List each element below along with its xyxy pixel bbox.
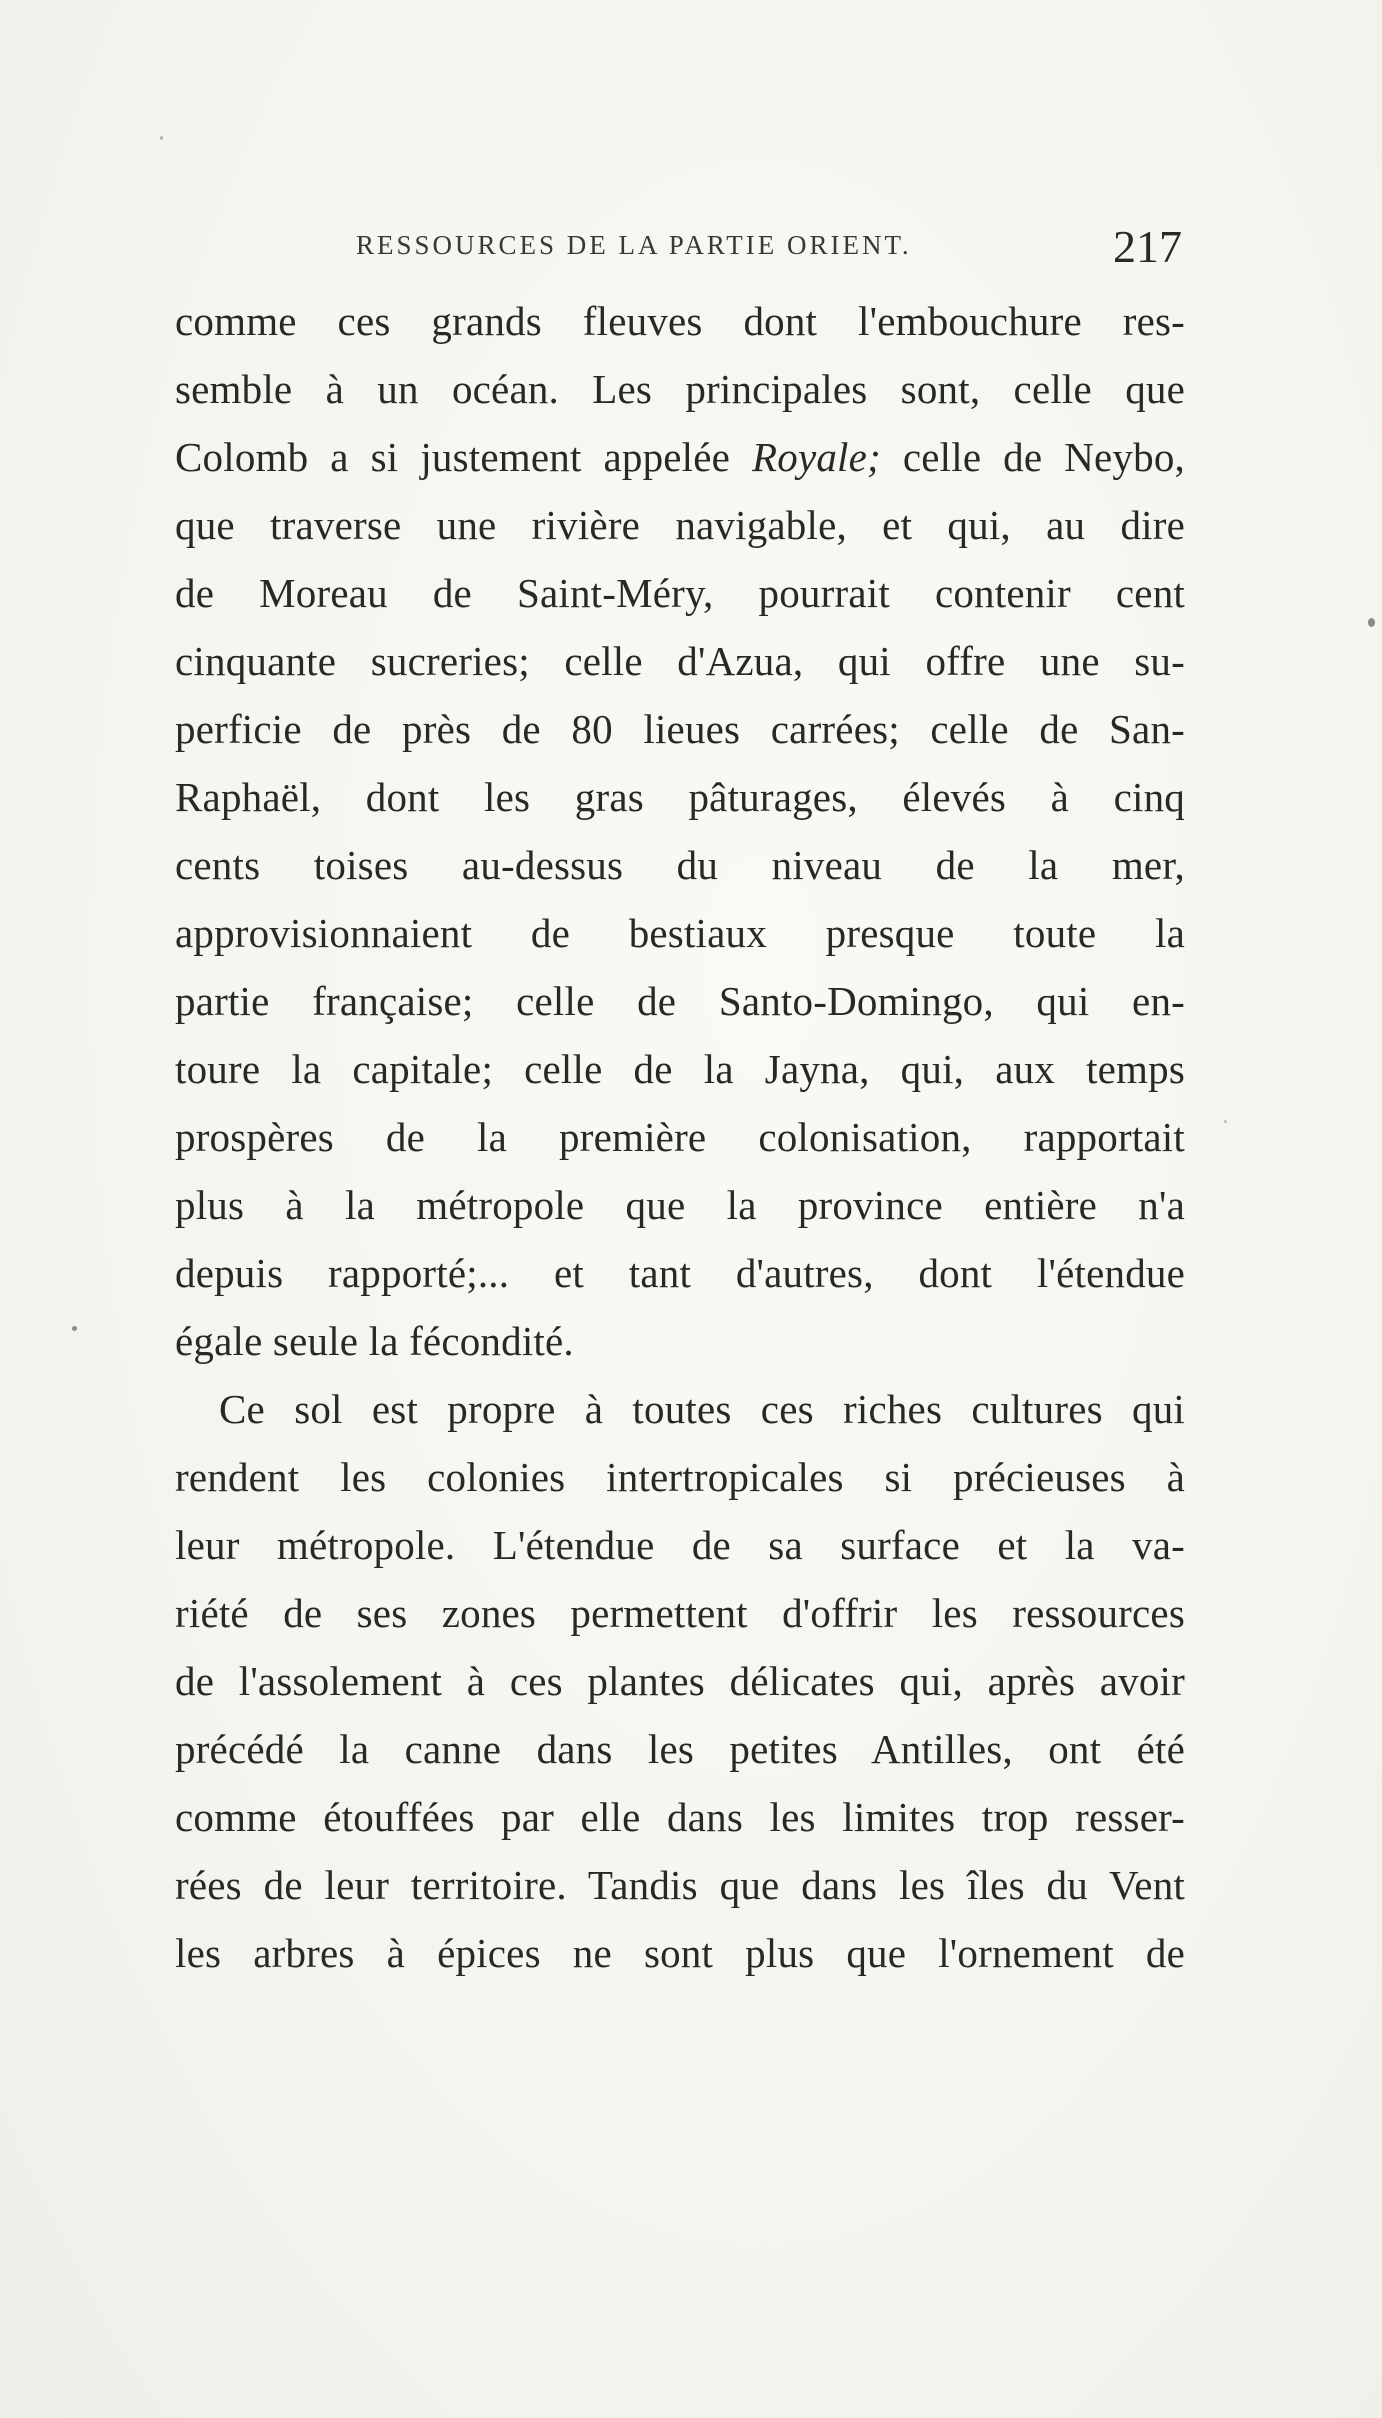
text-line: de Moreau de Saint-Méry, pourrait contenir cent	[175, 570, 1185, 616]
page-number: 217	[1113, 221, 1182, 272]
text-line: comme ces grands fleuves dont l'embouchure res-	[175, 298, 1185, 344]
text-line: depuis rapporté;... et tant d'autres, dont l'étendue	[175, 1250, 1185, 1296]
text-line: les arbres à épices ne sont plus que l'ornement de	[175, 1930, 1185, 1976]
italic-royale: Royale;	[752, 434, 881, 480]
text-line: précédé la canne dans les petites Antilles, ont été	[175, 1726, 1185, 1772]
paper-speck	[72, 1326, 77, 1331]
text-line: toure la capitale; celle de la Jayna, qui, aux temps	[175, 1046, 1185, 1092]
text-line: rées de leur territoire. Tandis que dans les îles du Vent	[175, 1862, 1185, 1908]
text-line: plus à la métropole que la province entière n'a	[175, 1182, 1185, 1228]
text-line: approvisionnaient de bestiaux presque toute la	[175, 910, 1185, 956]
paper-speck	[1224, 1120, 1227, 1123]
page-header	[356, 220, 1182, 280]
paragraph-2	[175, 1375, 1185, 1987]
text-line: riété de ses zones permettent d'offrir les ressources	[175, 1590, 1185, 1636]
text-line: que traverse une rivière navigable, et qui, au dire	[175, 502, 1185, 548]
text-line: cents toises au-dessus du niveau de la mer,	[175, 842, 1185, 888]
text-line: partie française; celle de Santo-Domingo, qui en-	[175, 978, 1185, 1024]
running-head: RESSOURCES DE LA PARTIE ORIENT.	[356, 230, 912, 260]
text-line: égale seule la fécondité.	[175, 1318, 574, 1364]
text-line: semble à un océan. Les principales sont, celle que	[175, 366, 1185, 412]
text-line: leur métropole. L'étendue de sa surface et la va-	[175, 1522, 1185, 1568]
paper-speck	[1368, 618, 1375, 627]
paragraph-1	[175, 287, 1185, 1375]
text-line: cinquante sucreries; celle d'Azua, qui offre une su-	[175, 638, 1185, 684]
text-line	[175, 423, 1185, 491]
paper-speck	[160, 136, 163, 140]
text-line: de l'assolement à ces plantes délicates qui, après avoir	[175, 1658, 1185, 1704]
text-line: comme étouffées par elle dans les limites trop resser-	[175, 1794, 1185, 1840]
line-text-after-italic: celle de Neybo,	[880, 434, 1185, 480]
text-line: Raphaël, dont les gras pâturages, élevés à cinq	[175, 774, 1185, 820]
text-line: perficie de près de 80 lieues carrées; celle de San-	[175, 706, 1185, 752]
text-line: rendent les colonies intertropicales si précieuses à	[175, 1454, 1185, 1500]
line-text-before-italic: Colomb a si justement appelée	[175, 434, 753, 480]
text-line: prospères de la première colonisation, rapportait	[175, 1114, 1185, 1160]
text-line: Ce sol est propre à toutes ces riches cultures qui	[219, 1386, 1185, 1432]
body-text	[175, 287, 1185, 1987]
